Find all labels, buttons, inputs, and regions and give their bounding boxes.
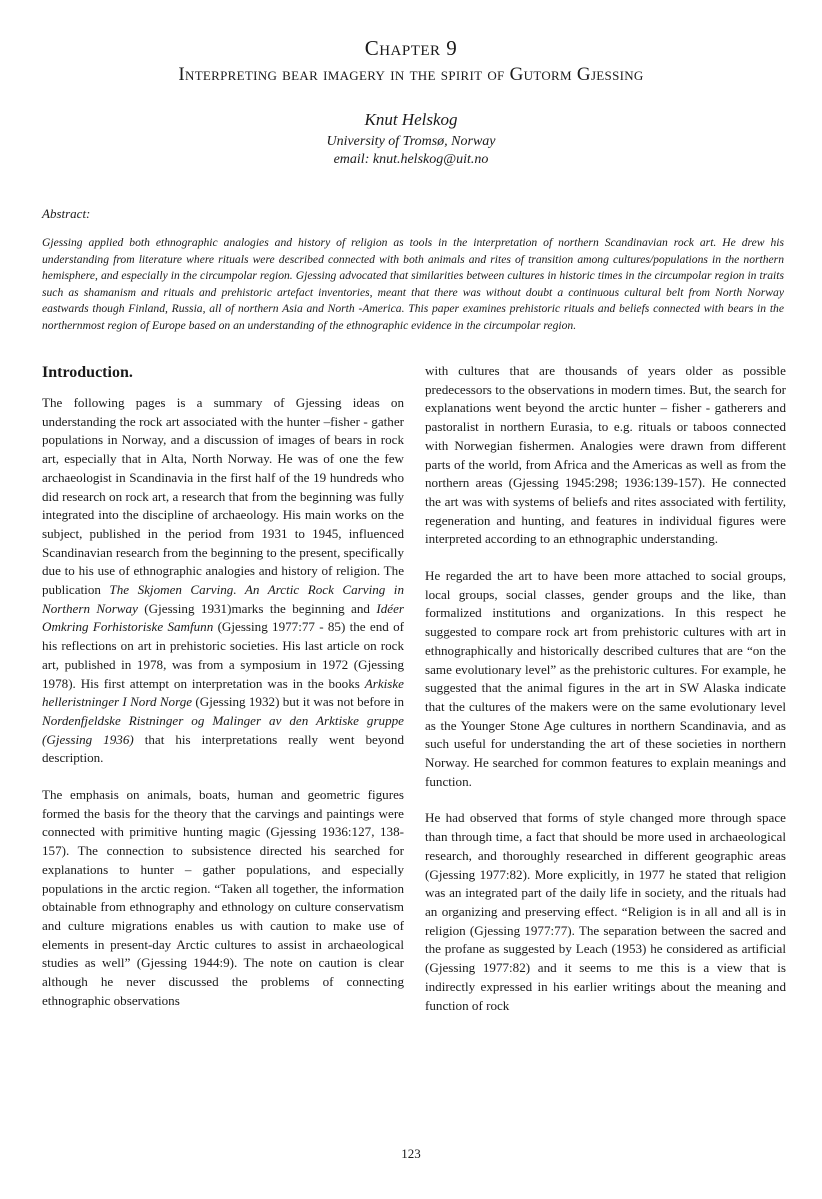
p1-title-4: Nordenfjeldske Ristninger og Malinger av den Arktiske gruppe (Gjessing 1936) [42, 712, 404, 747]
abstract-text: Gjessing applied both ethnographic analogies and history of religion as tools in the interpretation of northern Scandinavian rock art. He drew his understanding from literature where rituals were described connected with both animals and rites of transition among cultures/populations in the northern hemisphere, and especially in the circumpolar region. Gjessing advocated that similarities between cultures in historic times in the circumpolar region in traits such as shamanism and rituals and prehistoric artefact inventories, meant that there was without doubt a continuous cultural belt from North Norway eastwards though Finland, Russia, all of northern Asia and North -America. This paper examines prehistoric rituals and beliefs connected with bears in the northernmost region of Europe based on an understanding of the ethnographic evidence in the circumpolar region. [42, 236, 784, 332]
abstract-label: Abstract: [42, 206, 91, 221]
author-name: Knut Helskog [364, 110, 458, 129]
page-number: 123 [401, 1146, 421, 1161]
chapter-number: Chapter 9 [364, 36, 458, 60]
p1-text-d: (Gjessing 1932) but it was not before in [192, 694, 404, 710]
p1-title-1: The Skjomen Carving. An Arctic Rock Carving in Northern Norway [42, 582, 404, 616]
right-column [425, 362, 786, 1033]
p1-text-b: (Gjessing 1931)marks the beginning and [137, 600, 377, 616]
p1-text-a: The following pages is a summary of Gjessing ideas on understanding the rock art associated with the hunter –fisher - gather populations in Norway, and a discussion of images of bears in rock art, especially that in Alta, North Norway. He was of one the few archaeologist in Scandinavia in the first half of the 19 hundreds who did research on rock art, a research that from the beginning was fully integrated into the discipline of archaeology. His main works on the subject, published in the period from 1931 to 1945, influenced Scandinavian research from the beginning to the present, specifically due to his use of ethnographic analogies and history of religion. The publication [42, 395, 404, 598]
paragraph-4: He regarded the art to have been more attached to social groups, local groups, social classes, gender groups and the like, than formalized institutions and organizations. In this respect he suggested to compare rock art from prehistoric cultures with art in ethnographically and historically described cultures that are “on the same evolutionary level” as the prehistoric cultures. For example, he suggested that the animal figures in the art in SW Alaska indicate that the cultures of the makers were on the same evolutionary level as the Younger Stone Age cultures in northern Scandinavia, and as such useful for understanding the art of these societies in northern Norway. He searched for common features to explain meanings and function. [425, 568, 786, 789]
p1-title-2: Idéer Omkring Forhistoriske Samfunn [42, 600, 404, 635]
p1-text-e: that his interpretations really went beyond description. [42, 731, 404, 766]
author-affiliation: University of Tromsø, Norway [326, 134, 496, 149]
chapter-title: Interpreting bear imagery in the spirit of Gutorm Gjessing [178, 64, 644, 85]
paragraph-1 [42, 394, 404, 768]
paragraph-3: with cultures that are thousands of years older as possible predecessors to the observations in modern times. But, the search for explanations went beyond the arctic hunter – fisher - gatherers and pastoralist in northern Eurasia, to e.g. rituals or taboos connected with Norwegian fishermen. Analogies were drawn from different parts of the world, from Africa and the Americas as well as from the northern areas (Gjessing 1945:298; 1936:139-157). He connected the art was with systems of beliefs and rites associated with fertility, regeneration and hunting, and features in individual figures were interpreted according to an ethnographic understanding. [425, 363, 786, 547]
paragraph-5: He had observed that forms of style changed more through space than through time, a fact that should be more used in archaeological research, and thoroughly researched in different geographic areas (Gjessing 1977:82). More explicitly, in 1977 he stated that religion was an integrated part of the daily life in society, and the rituals had an organizing and preserving effect. “Religion is in all and all is in religion (Gjessing 1977:77). The separation between the sacred and the profane as suggested by Leach (1953) he considered as artificial (Gjessing 1977:82) and it seems to me this is a view that is indirectly expressed in his earlier writings about the meaning and function of rock [425, 810, 786, 1013]
p1-text-c: (Gjessing 1977:77 - 85) the end of his reflections on art in prehistoric societies. His last article on rock art, published in 1978, was from a symposium in 1972 (Gjessing 1978). His first attempt on interpretation was in the books [42, 619, 404, 691]
author-email: email: knut.helskog@uit.no [333, 152, 489, 167]
p1-title-3: Arkiske helleristninger I Nord Norge [42, 675, 404, 710]
left-column [42, 362, 404, 1029]
paragraph-2: The emphasis on animals, boats, human and geometric figures formed the basis for the theory that the carvings and paintings were connected with primitive hunting magic (Gjessing 1936:127, 138-157). The connection to subsistence directed his searched for explanations to hunter – gather populations, and especially populations in the arctic region. “Taken all together, the information obtainable from ethnography and ethnology on culture conservatism and culture migrations enables us with caution to make use of elements in present-day Arctic cultures to assist in archaeological studies as well” (Gjessing 1944:9). The note on caution is clear although he never discussed the problems of connecting ethnographic observations [42, 787, 404, 1008]
section-heading: Introduction. [42, 364, 133, 381]
